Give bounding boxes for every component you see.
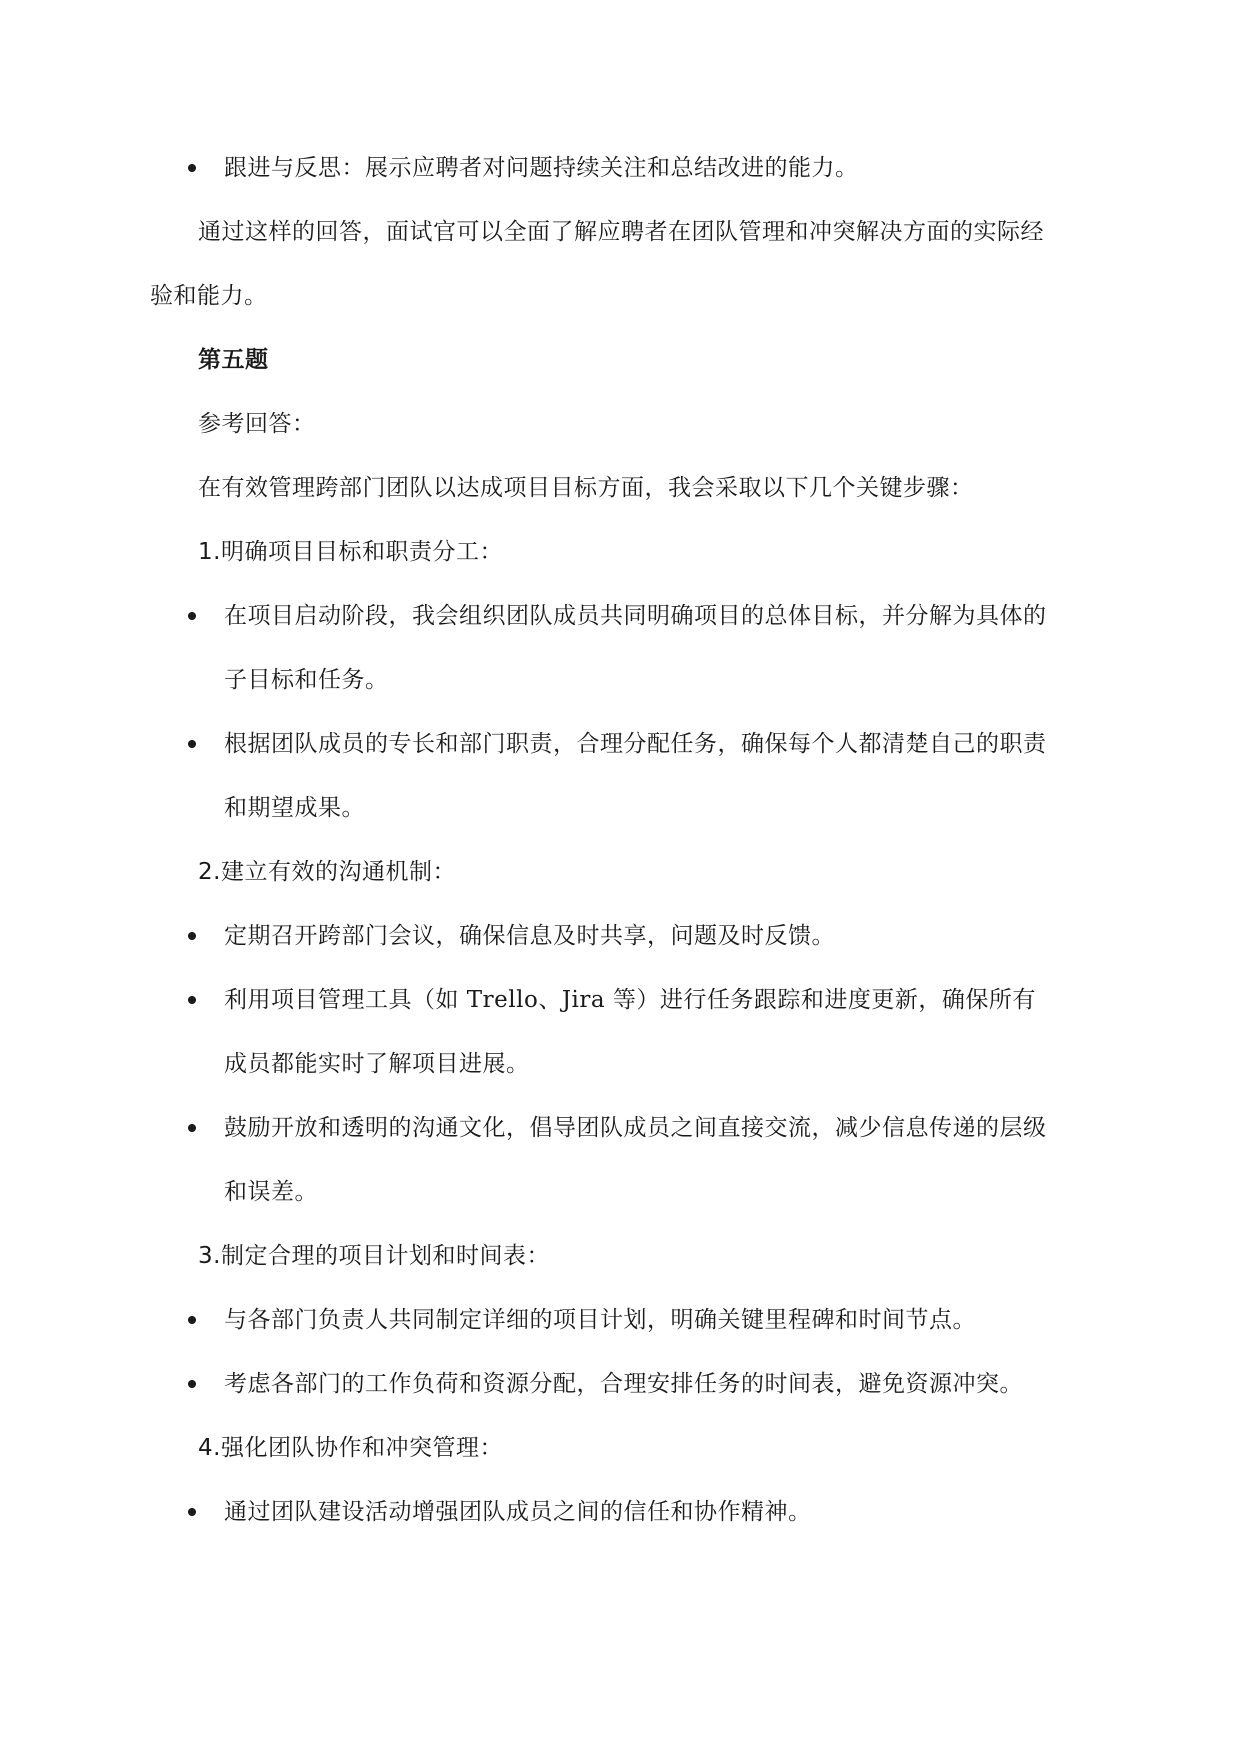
numbered-heading	[198, 1240, 550, 1272]
bullet-text: 和误差。	[224, 1179, 318, 1205]
bullet-text: 利用项目管理工具（如 Trello、Jira 等）进行任务跟踪和进度更新，确保所有	[224, 987, 1036, 1013]
bullet-text: 成员都能实时了解项目进展。	[224, 1051, 530, 1077]
list-heading-text: 明确项目目标和职责分工：	[220, 539, 503, 565]
bullet-marker	[188, 740, 196, 748]
list-heading-text: 强化团队协作和冲突管理：	[220, 1435, 503, 1461]
bullet-text: 定期召开跨部门会议，确保信息及时共享，问题及时反馈。	[224, 923, 835, 949]
bullet-marker	[188, 1124, 196, 1132]
list-number: 4.	[198, 1435, 221, 1461]
paragraph-text: 在有效管理跨部门团队以达成项目目标方面，我会采取以下几个关键步骤：	[198, 475, 974, 501]
paragraph-text: 验和能力。	[150, 283, 268, 309]
bullet-marker	[188, 164, 196, 172]
numbered-heading	[198, 1432, 503, 1464]
section-heading: 第五题	[198, 347, 269, 373]
bullet-marker	[188, 612, 196, 620]
bullet-text: 在项目启动阶段，我会组织团队成员共同明确项目的总体目标，并分解为具体的	[224, 603, 1047, 629]
bullet-text: 和期望成果。	[224, 795, 365, 821]
bullet-marker	[188, 996, 196, 1004]
list-number: 2.	[198, 859, 221, 885]
bullet-text: 跟进与反思：展示应聘者对问题持续关注和总结改进的能力。	[224, 155, 859, 181]
bullet-text: 与各部门负责人共同制定详细的项目计划，明确关键里程碑和时间节点。	[224, 1307, 976, 1333]
bullet-marker	[188, 1316, 196, 1324]
bullet-text: 通过团队建设活动增强团队成员之间的信任和协作精神。	[224, 1499, 812, 1525]
paragraph-text: 通过这样的回答，面试官可以全面了解应聘者在团队管理和冲突解决方面的实际经	[198, 219, 1044, 245]
bullet-text: 鼓励开放和透明的沟通文化，倡导团队成员之间直接交流，减少信息传递的层级	[224, 1115, 1047, 1141]
numbered-heading	[198, 536, 503, 568]
paragraph-text: 参考回答：	[198, 411, 316, 437]
bullet-text: 子目标和任务。	[224, 667, 389, 693]
bullet-marker	[188, 932, 196, 940]
bullet-marker	[188, 1508, 196, 1516]
numbered-heading	[198, 856, 456, 888]
bullet-text: 根据团队成员的专长和部门职责，合理分配任务，确保每个人都清楚自己的职责	[224, 731, 1047, 757]
bullet-text: 考虑各部门的工作负荷和资源分配，合理安排任务的时间表，避免资源冲突。	[224, 1371, 1023, 1397]
list-number: 1.	[198, 539, 221, 565]
bullet-marker	[188, 1380, 196, 1388]
list-heading-text: 制定合理的项目计划和时间表：	[220, 1243, 550, 1269]
list-heading-text: 建立有效的沟通机制：	[220, 859, 456, 885]
list-number: 3.	[198, 1243, 221, 1269]
